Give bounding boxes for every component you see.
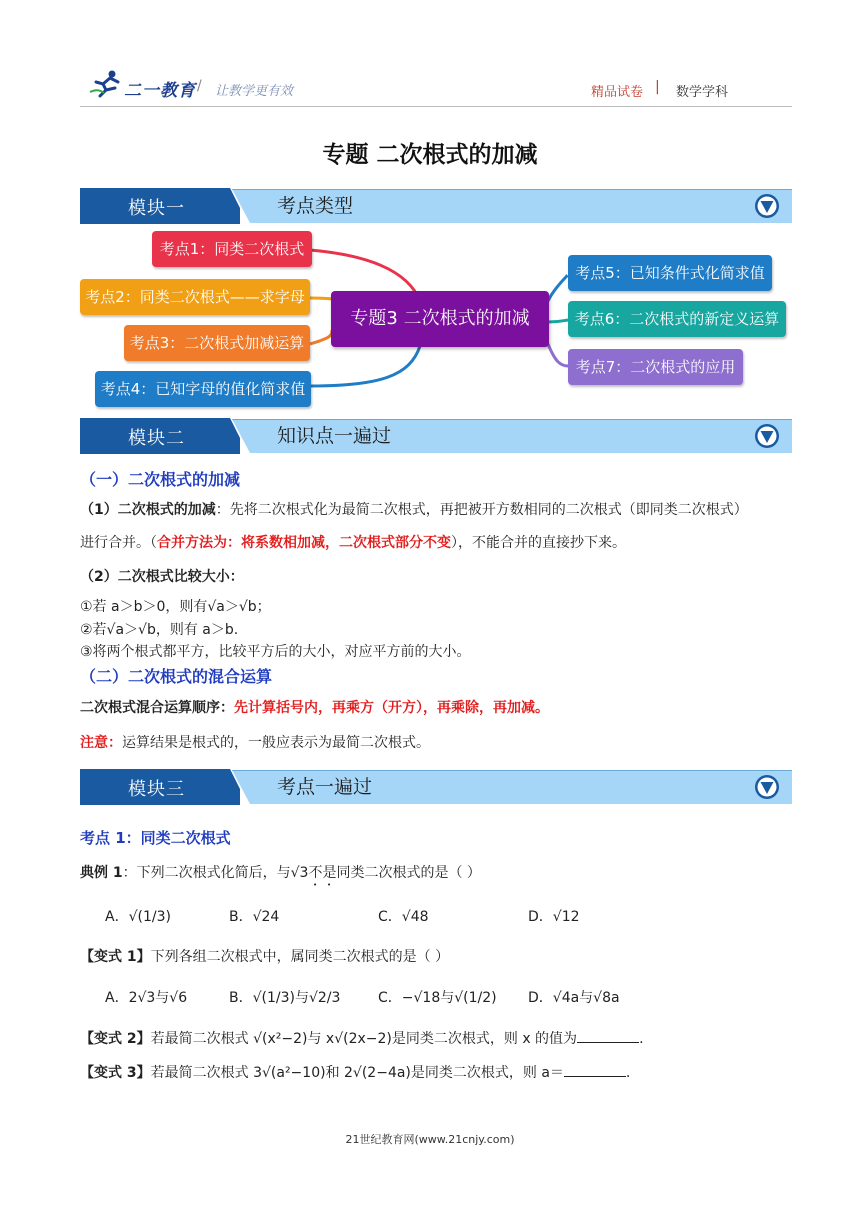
- note-label: 注意：: [80, 735, 122, 751]
- example-1-option-a[interactable]: A．√(1/3): [105, 909, 171, 925]
- mindmap-node-7: 考点7：二次根式的应用: [568, 349, 743, 385]
- module-2-banner: [80, 418, 792, 454]
- variant-1-option-a[interactable]: A．2√3与√6: [105, 990, 188, 1006]
- collapse-icon[interactable]: [754, 774, 780, 800]
- paragraph-1-text-b: ），不能合并的直接抄下来。: [451, 535, 626, 551]
- paragraph-1-line-2: [80, 532, 792, 552]
- module-label: 模块一: [128, 198, 185, 219]
- module-label: 模块二: [128, 428, 185, 449]
- module-1-banner: [80, 188, 792, 224]
- mindmap-node-1: 考点1：同类二次根式: [152, 231, 312, 267]
- paragraph-1-text-a: 进行合并。（: [80, 535, 157, 551]
- paragraph-2-item-3: ③将两个根式都平方，比较平方后的大小，对应平方前的大小。: [80, 644, 471, 660]
- variant-2-question: [80, 1028, 792, 1048]
- variant-2-end: .: [639, 1031, 644, 1047]
- mindmap-node-2: 考点2：同类二次根式——求字母: [80, 279, 310, 315]
- example-1-option-d[interactable]: D．√12: [528, 909, 580, 925]
- brand-slogan: 让教学更有效: [215, 84, 294, 99]
- example-1-label: 典例 1: [80, 865, 123, 881]
- paragraph-3-highlight: 先计算括号内，再乘方（开方），再乘除，再加减。: [234, 700, 549, 716]
- variant-1-option-d[interactable]: D．√4a与√8a: [528, 990, 620, 1006]
- mindmap-node-4: 考点4：已知字母的值化简求值: [95, 371, 311, 407]
- paragraph-1-text: ：先将二次根式化为最简二次根式，再把被开方数相同的二次根式（即同类二次根式）: [215, 502, 748, 518]
- paragraph-2-item-1: ①若 a＞b＞0，则有√a＞√b；: [80, 599, 271, 615]
- collapse-icon[interactable]: [754, 193, 780, 219]
- module-label: 模块三: [128, 779, 185, 800]
- paragraph-2-item-2: ②若√a＞√b，则有 a＞b.: [80, 622, 239, 638]
- variant-1-option-c[interactable]: C．−√18与√(1/2): [378, 990, 497, 1006]
- example-1-question: [80, 862, 792, 889]
- example-1-option-b[interactable]: B．√24: [229, 909, 280, 925]
- variant-1-text: 下列各组二次根式中，属同类二次根式的是（ ）: [150, 949, 450, 965]
- runner-logo-icon: [88, 70, 122, 98]
- paragraph-3: [80, 697, 792, 717]
- mindmap-center-node: 专题3 二次根式的加减: [331, 291, 549, 347]
- variant-3-answer-blank[interactable]: [564, 1064, 626, 1077]
- brand-divider: /: [197, 78, 202, 94]
- module-title: 知识点一遍过: [277, 425, 392, 447]
- variant-3-text: 若最简二次根式 3√(a²−10)和 2√(2−4a)是同类二次根式，则 a＝: [150, 1065, 564, 1081]
- variant-1-label: 【变式 1】: [80, 949, 151, 965]
- module-title: 考点一遍过: [277, 776, 373, 798]
- paragraph-4: [80, 732, 792, 752]
- variant-1-question: [80, 946, 792, 966]
- example-1-option-c[interactable]: C．√48: [378, 909, 429, 925]
- brand-name: 二一教育: [124, 81, 196, 101]
- example-1-text-b: 同类二次根式的是（ ）: [336, 865, 481, 881]
- paragraph-1-line-1: [80, 499, 792, 519]
- mindmap-node-5: 考点5：已知条件式化简求值: [568, 255, 772, 291]
- variant-1-option-b[interactable]: B．√(1/3)与√2/3: [229, 990, 341, 1006]
- section-title-1: （一）二次根式的加减: [80, 470, 241, 489]
- paragraph-3-heading: 二次根式混合运算顺序：: [80, 700, 234, 716]
- section-title-2: （二）二次根式的混合运算: [80, 667, 273, 686]
- module-title: 考点类型: [277, 195, 354, 217]
- collapse-icon[interactable]: [754, 423, 780, 449]
- paragraph-1-highlight: 合并方法为：将系数相加减，二次根式部分不变: [157, 535, 451, 551]
- header-separator: |: [655, 79, 660, 95]
- variant-3-label: 【变式 3】: [80, 1065, 151, 1081]
- header-label: 精品试卷: [591, 85, 644, 100]
- variant-2-label: 【变式 2】: [80, 1031, 151, 1047]
- exam-point-1-title: 考点 1：同类二次根式: [80, 829, 231, 847]
- variant-3-end: .: [625, 1065, 631, 1081]
- variant-2-text: 若最简二次根式 √(x²−2)与 x√(2x−2)是同类二次根式，则 x 的值为: [150, 1031, 578, 1047]
- example-1-emphasis: 不是: [308, 865, 337, 881]
- page-footer: 21世纪教育网(www.21cnjy.com): [345, 1133, 515, 1146]
- variant-3-question: [80, 1062, 792, 1082]
- mindmap-node-6: 考点6：二次根式的新定义运算: [568, 301, 786, 337]
- header-subject: 数学学科: [676, 85, 729, 100]
- note-text: 运算结果是根式的，一般应表示为最简二次根式。: [122, 735, 430, 751]
- variant-2-answer-blank[interactable]: [577, 1030, 639, 1043]
- example-1-text-a: ：下列二次根式化简后，与√3: [122, 865, 309, 881]
- module-3-banner: [80, 769, 792, 805]
- header-rule: [80, 106, 792, 107]
- paragraph-1-heading: （1）二次根式的加减: [80, 502, 216, 518]
- paragraph-2-heading: （2）二次根式比较大小：: [80, 569, 244, 585]
- page-title: 专题 二次根式的加减: [322, 141, 538, 168]
- mindmap-node-3: 考点3：二次根式加减运算: [124, 325, 310, 361]
